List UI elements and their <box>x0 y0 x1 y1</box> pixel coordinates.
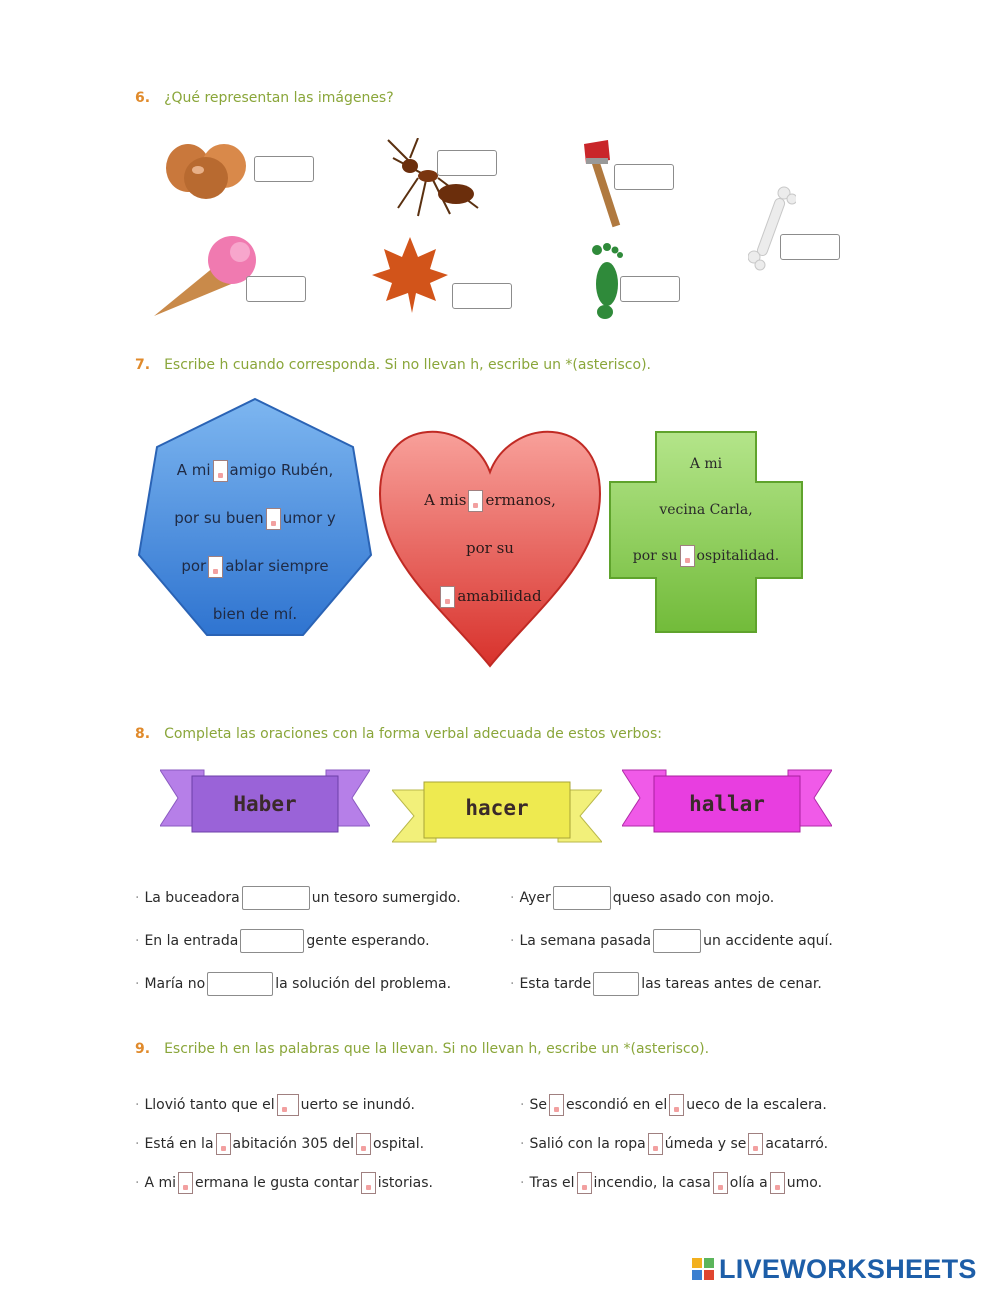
answer-leaf[interactable] <box>452 283 512 309</box>
h-box[interactable] <box>680 545 695 567</box>
q6-title: 6. ¿Qué representan las imágenes? <box>135 90 394 106</box>
h-box[interactable] <box>266 508 281 530</box>
h-box[interactable] <box>549 1094 564 1116</box>
q9-sentence: · Se escondió en el ueco de la escalera. <box>520 1094 827 1116</box>
verb-input[interactable] <box>653 929 701 953</box>
h-box[interactable] <box>770 1172 785 1194</box>
heptagon-text: A mi amigo Rubén, por su buen umor y por ablar siempre bien de mí. <box>174 461 336 623</box>
q8-sentence: · En la entrada gente esperando. <box>135 929 430 953</box>
brand-name: LIVEWORKSHEETS <box>719 1254 977 1284</box>
answer-ice-cream[interactable] <box>246 276 306 302</box>
verb-haber: Haber <box>233 792 297 816</box>
q8-title: 8. Completa las oraciones con la forma verbal adecuada de estos verbos: <box>135 726 662 742</box>
verb-input[interactable] <box>242 886 310 910</box>
h-box[interactable] <box>356 1133 371 1155</box>
answer-eggs[interactable] <box>254 156 314 182</box>
answer-bone[interactable] <box>780 234 840 260</box>
footprint-image <box>585 238 625 320</box>
eggs-image <box>158 142 254 200</box>
h-box[interactable] <box>440 586 455 608</box>
logo-grid-icon <box>692 1258 716 1282</box>
q8-sentence: · La semana pasada un accidente aquí. <box>510 929 833 953</box>
h-box[interactable] <box>713 1172 728 1194</box>
q9-sentence: · A mi ermana le gusta contar istorias. <box>135 1172 433 1194</box>
answer-footprint[interactable] <box>620 276 680 302</box>
h-box[interactable] <box>208 556 223 578</box>
maple-leaf-image <box>370 235 450 315</box>
verb-input[interactable] <box>240 929 304 953</box>
q9-sentence: · Está en la abitación 305 del ospital. <box>135 1133 424 1155</box>
q9-sentence: · Salió con la ropa úmeda y se acatarró. <box>520 1133 828 1155</box>
h-box[interactable] <box>277 1094 299 1116</box>
h-box[interactable] <box>648 1133 663 1155</box>
liveworksheets-logo <box>692 1254 977 1285</box>
h-box[interactable] <box>468 490 483 512</box>
q8-sentence: · María no la solución del problema. <box>135 972 451 996</box>
h-box[interactable] <box>361 1172 376 1194</box>
verb-hacer: hacer <box>465 796 529 820</box>
verb-input[interactable] <box>593 972 639 996</box>
heart-text: A mis ermanos, por su amabilidad <box>385 476 595 620</box>
verb-input[interactable] <box>553 886 611 910</box>
h-box[interactable] <box>178 1172 193 1194</box>
h-box[interactable] <box>577 1172 592 1194</box>
q8-sentence: · Ayer queso asado con mojo. <box>510 886 774 910</box>
h-box[interactable] <box>748 1133 763 1155</box>
q7-title: 7. Escribe h cuando corresponda. Si no llevan h, escribe un *(asterisco). <box>135 357 651 373</box>
verb-input[interactable] <box>207 972 273 996</box>
q9-sentence: · Tras el incendio, la casa olía a umo. <box>520 1172 822 1194</box>
h-box[interactable] <box>669 1094 684 1116</box>
q8-sentence: · La buceadora un tesoro sumergido. <box>135 886 461 910</box>
answer-ant[interactable] <box>437 150 497 176</box>
q9-title: 9. Escribe h en las palabras que la llevan. Si no llevan h, escribe un *(asterisco). <box>135 1041 710 1057</box>
ice-cream-image <box>150 228 262 318</box>
q8-sentence: · Esta tarde las tareas antes de cenar. <box>510 972 822 996</box>
h-box[interactable] <box>216 1133 231 1155</box>
h-box[interactable] <box>213 460 228 482</box>
q9-sentence: · Llovió tanto que el uerto se inundó. <box>135 1094 415 1116</box>
verb-hallar: hallar <box>689 792 765 816</box>
cross-text: A mi vecina Carla, por su ospitalidad. <box>608 441 804 579</box>
answer-axe[interactable] <box>614 164 674 190</box>
